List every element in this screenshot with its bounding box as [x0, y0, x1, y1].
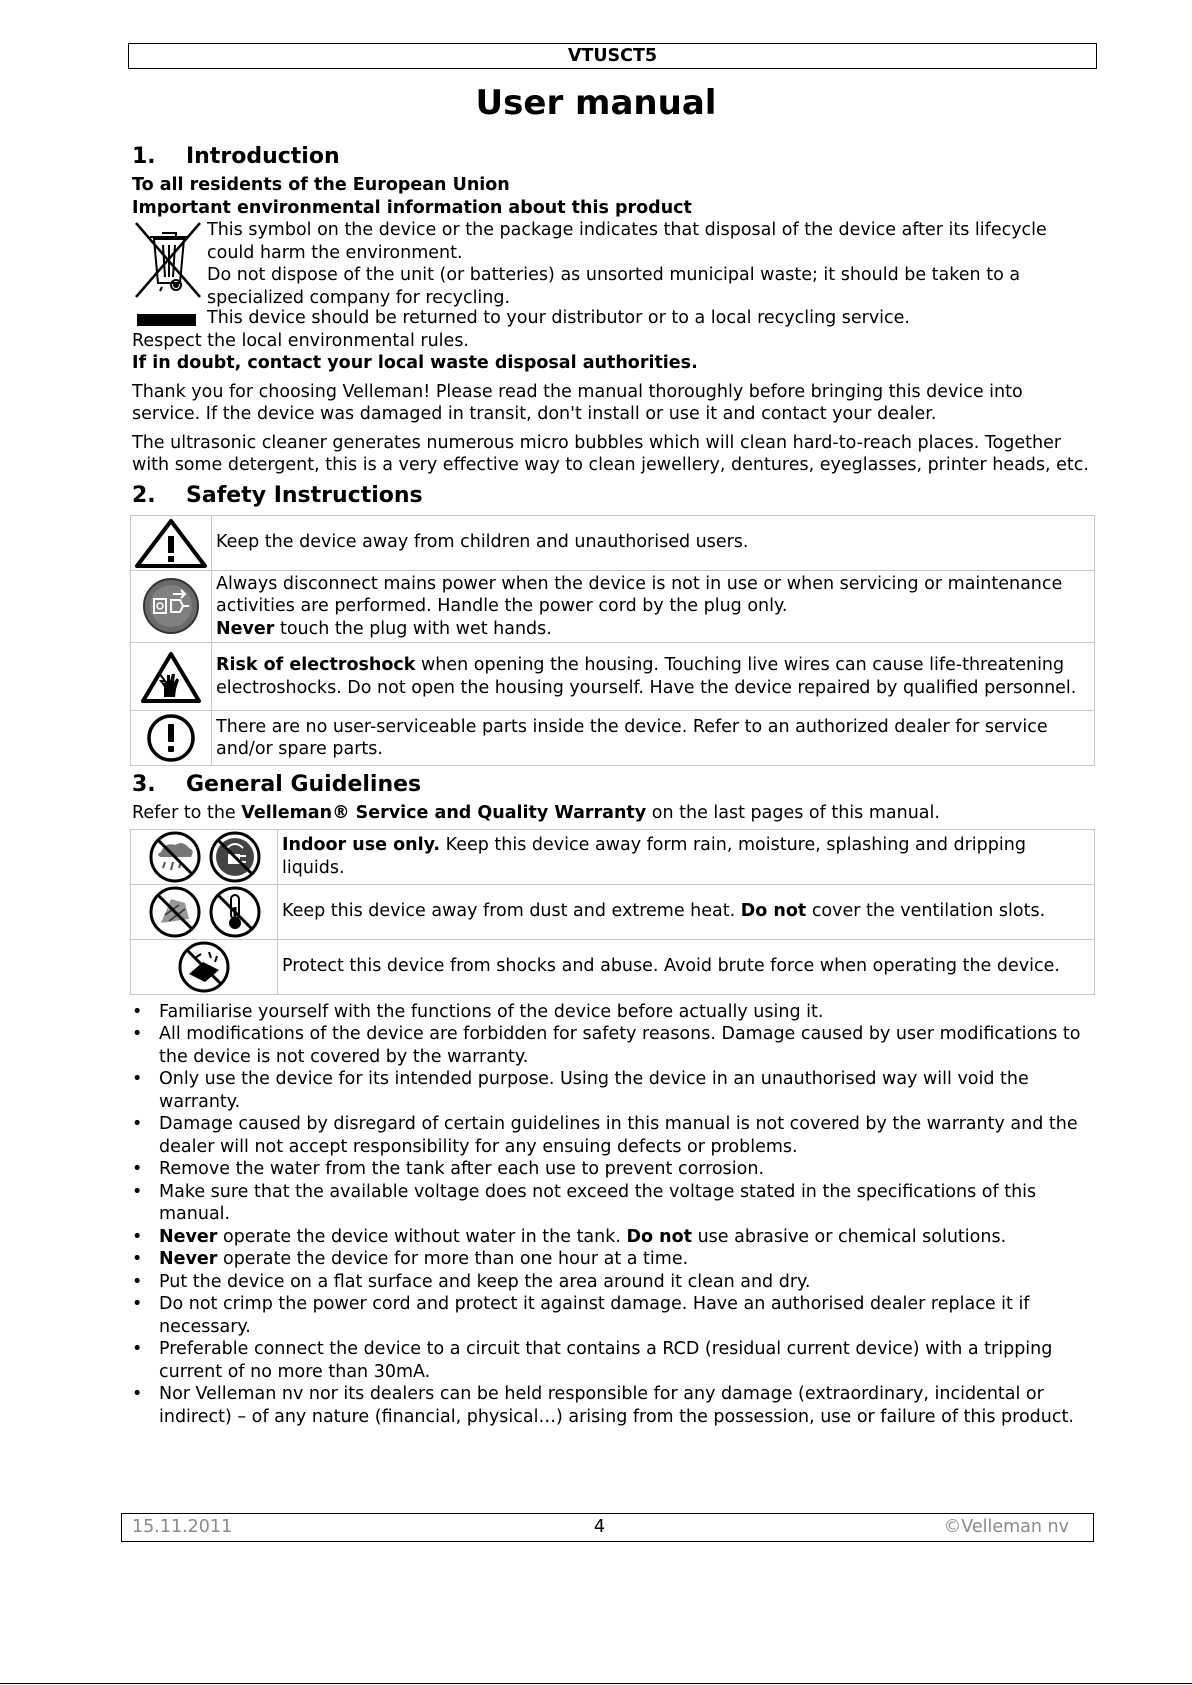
- page-footer: [121, 1513, 1094, 1542]
- list-item: • Damage caused by disregard of certain guidelines in this manual is not covered by the warranty and the dealer will not accept responsibility for any ensuing defects or problems.: [132, 1113, 1094, 1158]
- section-heading-safety: 2. Safety Instructions: [132, 482, 423, 508]
- no-dust-icon: [151, 888, 199, 936]
- weee-block: [132, 219, 1094, 307]
- electroshock-icon: [131, 643, 212, 711]
- list-item: • Never operate the device for more than one hour at a time.: [132, 1248, 1094, 1271]
- env-info-line: Important environmental information about this product: [132, 197, 692, 218]
- no-rain-icon: [151, 833, 199, 881]
- table-row: [131, 570, 1095, 643]
- table-row: [131, 884, 1095, 939]
- dust-heat-icons: [131, 884, 278, 939]
- indoor-use-icons: [131, 829, 278, 884]
- table-row: [131, 515, 1095, 570]
- list-item: • Make sure that the available voltage does not exceed the voltage stated in the specifications of this manual.: [132, 1181, 1094, 1226]
- table-row: [131, 939, 1095, 994]
- footer-page-number: 4: [593, 1517, 606, 1537]
- no-heat-thermometer-icon: [211, 888, 259, 936]
- list-item: • Nor Velleman nv nor its dealers can be held responsible for any damage (extraordinary, incidental or indirect) – of any nature (financial, physical…) arising from the possession, use or failure of this product.: [132, 1383, 1094, 1428]
- bottom-rule: [0, 1683, 1192, 1684]
- footer-copyright: ©Velleman nv: [943, 1517, 1069, 1537]
- warranty-reference: Refer to the Velleman® Service and Quality Warranty on the last pages of this manual.: [132, 803, 940, 823]
- list-item: • Do not crimp the power cord and protect it against damage. Have an authorised dealer replace it if necessary.: [132, 1293, 1094, 1338]
- exclamation-circle-icon: [131, 711, 212, 766]
- content: [132, 142, 1094, 1428]
- thanks-paragraph: Thank you for choosing Velleman! Please read the manual thoroughly before bringing this device into service. If the device was damaged in transit, don't install or use it and contact your dealer.: [132, 381, 1023, 424]
- list-item: • Never operate the device without water in the tank. Do not use abrasive or chemical solutions.: [132, 1226, 1094, 1249]
- safety-text-3: Risk of electroshock when opening the housing. Touching live wires can cause life-threatening electroshocks. Do not open the housing yourself. Have the device repaired by qualified personnel.: [212, 643, 1095, 711]
- section-heading-introduction: 1. Introduction: [132, 144, 340, 169]
- weee-bar-icon: [137, 314, 196, 326]
- weee-text-3: This device should be returned to your distributor or to a local recycling service.: [207, 308, 910, 328]
- table-row: [131, 643, 1095, 711]
- warning-triangle-icon: [131, 515, 212, 570]
- table-row: [131, 711, 1095, 766]
- page-title: User manual: [475, 83, 717, 123]
- list-item: • Preferable connect the device to a circuit that contains a RCD (residual current device) with a tripping current of no more than 30mA.: [132, 1338, 1094, 1383]
- description-paragraph: The ultrasonic cleaner generates numerous micro bubbles which will clean hard-to-reach places. Together with some detergent, this is a very effective way to clean jewellery, dentures, eyeglasses, printer heads, etc.: [132, 432, 1089, 475]
- disconnect-plug-icon: [131, 570, 212, 643]
- doubt-line: If in doubt, contact your local waste disposal authorities.: [132, 353, 698, 373]
- respect-line: Respect the local environmental rules.: [132, 330, 469, 351]
- safety-table: [130, 515, 1095, 767]
- residents-line: To all residents of the European Union: [132, 175, 510, 195]
- safety-text-2: Always disconnect mains power when the device is not in use or when servicing or maintenance activities are performed. Handle the power cord by the plug only. Never touch the plug with wet hands.: [212, 570, 1095, 643]
- list-item: • Only use the device for its intended purpose. Using the device in an unauthorised way will void the warranty.: [132, 1068, 1094, 1113]
- guideline-text-1: Indoor use only. Keep this device away form rain, moisture, splashing and dripping liquids.: [278, 829, 1095, 884]
- guidelines-table: [130, 829, 1095, 995]
- section-heading-guidelines: 3. General Guidelines: [132, 772, 422, 797]
- safety-text-1: Keep the device away from children and unauthorised users.: [212, 515, 1095, 570]
- no-shock-icon: [131, 939, 278, 994]
- header-model: VTUSCT5: [128, 43, 1097, 69]
- weee-text-1: This symbol on the device or the package indicates that disposal of the device after its lifecycle could harm the environment.: [207, 220, 1047, 263]
- no-water-plug-icon: [211, 833, 259, 881]
- list-item: • Familiarise yourself with the functions of the device before actually using it.: [132, 1001, 1094, 1024]
- list-item: • Put the device on a flat surface and keep the area around it clean and dry.: [132, 1271, 1094, 1294]
- list-item: • Remove the water from the tank after each use to prevent corrosion.: [132, 1158, 1094, 1181]
- list-item: • All modifications of the device are forbidden for safety reasons. Damage caused by user modifications to the device is not covered by the warranty.: [132, 1023, 1094, 1068]
- footer-date: 15.11.2011: [132, 1517, 233, 1537]
- guideline-text-2: Keep this device away from dust and extreme heat. Do not cover the ventilation slots.: [278, 884, 1095, 939]
- weee-text-2: Do not dispose of the unit (or batteries) as unsorted municipal waste; it should be taken to a specialized company for recycling.: [207, 265, 1021, 308]
- safety-text-4: There are no user-serviceable parts inside the device. Refer to an authorized dealer for service and/or spare parts.: [212, 711, 1095, 766]
- guidelines-list: [132, 1001, 1094, 1429]
- crossed-bin-icon: [132, 219, 204, 303]
- recycle-line: [132, 307, 1094, 330]
- table-row: [131, 829, 1095, 884]
- guideline-text-3: Protect this device from shocks and abuse. Avoid brute force when operating the device.: [278, 939, 1095, 994]
